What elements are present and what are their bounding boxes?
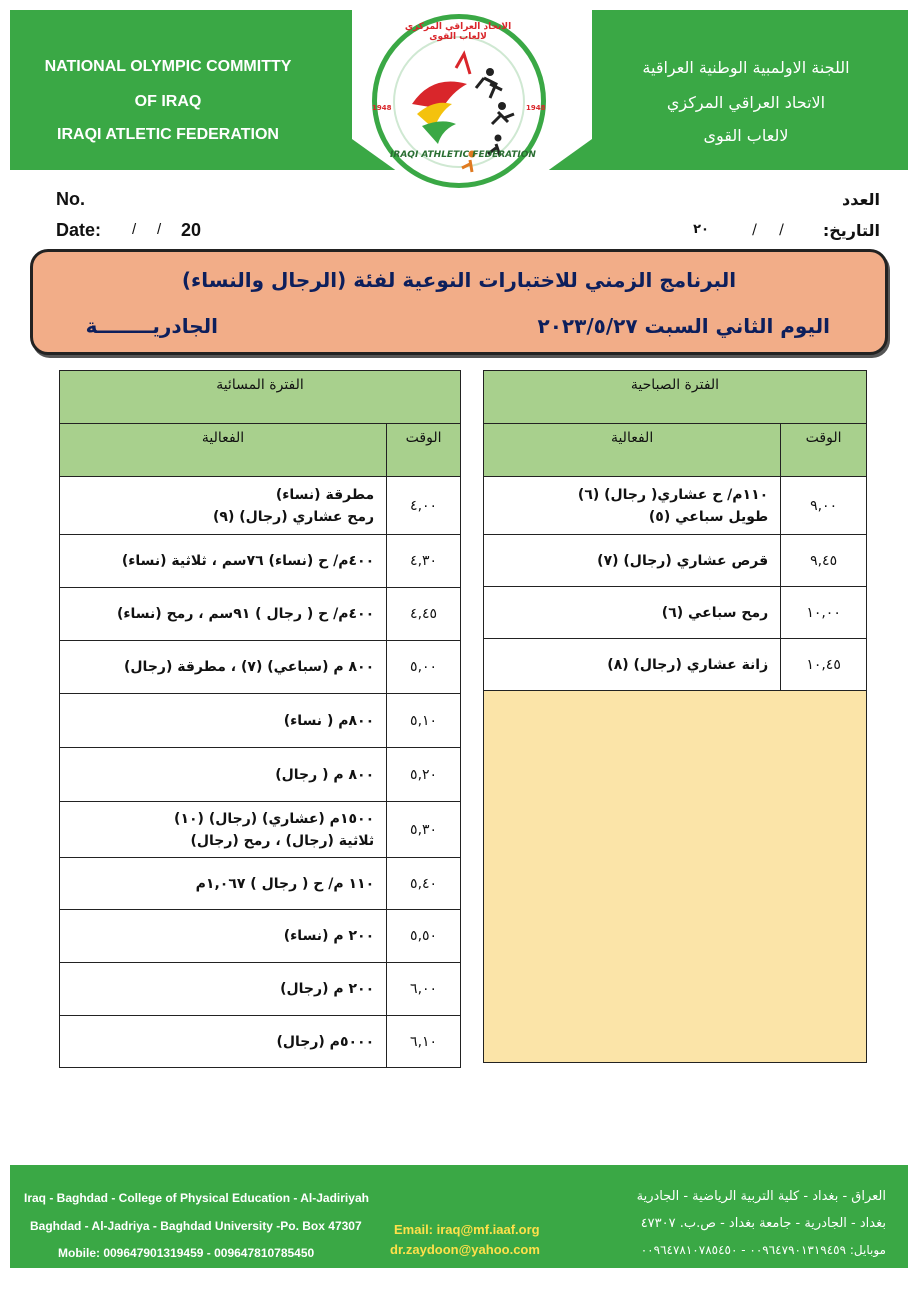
table-row (484, 587, 867, 639)
footer-ar-line3: موبايل: ٠٠٩٦٤٧٩٠١٣١٩٤٥٩ - ٠٠٩٦٤٧٨١٠٧٨٥٤٥٠ (640, 1243, 886, 1257)
activity-cell: ٤٠٠م/ ح ( رجال ) ٩١سم ، رمح (نساء) (60, 588, 387, 641)
time-cell: ٦,٠٠ (387, 963, 461, 1016)
morning-period-header: الفترة الصباحية (484, 371, 867, 424)
header-en-line3: IRAQI ATLETIC FEDERATION (57, 126, 279, 143)
header-ar-line2: الاتحاد العراقي المركزي (666, 93, 826, 112)
time-cell: ٦,١٠ (387, 1016, 461, 1068)
number-label: No. (56, 189, 85, 209)
activity-cell: ٥٠٠٠م (رجال) (60, 1016, 387, 1068)
date-slashes: / / (132, 221, 162, 238)
number-label-ar: العدد (842, 190, 880, 209)
time-cell: ٥,٠٠ (387, 641, 461, 694)
activity-text: مطرقة (نساء) (275, 486, 375, 503)
time-cell: ٥,٣٠ (387, 802, 461, 858)
activity-text: ١٥٠٠م (عشاري) (رجال) (١٠) (174, 810, 375, 827)
date-year-ar: ٢٠ (693, 222, 709, 237)
header-en-line1: NATIONAL OLYMPIC COMMITTY (44, 58, 292, 75)
logo-top-text: الاتحاد العراقي المركزي لالعاب القوى (404, 22, 512, 42)
footer-ar-line1: العراق - بغداد - كلية التربية الرياضية - الجادرية (636, 1189, 886, 1204)
time-cell: ٥,١٠ (387, 694, 461, 748)
evening-period-header: الفترة المسائية (60, 371, 461, 424)
table-row (60, 641, 461, 694)
table-row (60, 694, 461, 748)
empty-schedule-area (484, 691, 867, 1063)
time-cell: ٩,٠٠ (781, 477, 867, 535)
table-row (60, 802, 461, 858)
activity-text: رمح عشاري (رجال) (٩) (213, 508, 375, 525)
table-row (60, 858, 461, 910)
footer-en-line2: Baghdad - Al-Jadriya - Baghdad University -Po. Box 47307 (30, 1219, 362, 1233)
activity-cell: ٨٠٠ م ( رجال) (60, 748, 387, 802)
table-row (60, 477, 461, 535)
activity-cell: ٢٠٠ م (رجال) (60, 963, 387, 1016)
time-cell: ٥,٥٠ (387, 910, 461, 963)
morning-schedule-table (483, 370, 867, 1063)
time-cell: ١٠,٤٥ (781, 639, 867, 691)
logo-year-right: 1948 (526, 104, 546, 112)
footer-ar-line2: بغداد - الجادرية - جامعة بغداد - ص.ب. ٤٧٣٠٧ (640, 1216, 886, 1231)
morning-activity-header: الفعالية (484, 424, 781, 477)
table-row (484, 535, 867, 587)
table-row (60, 588, 461, 641)
time-cell: ١٠,٠٠ (781, 587, 867, 639)
table-row (60, 535, 461, 588)
date-label-ar: التاريخ: (822, 221, 880, 240)
logo-year-left: 1948 (372, 104, 392, 112)
activity-cell: ٤٠٠م/ ح (نساء) ٧٦سم ، ثلاثية (نساء) (60, 535, 387, 588)
activity-cell: رمح سباعي (٦) (484, 587, 781, 639)
date-year: 20 (181, 220, 202, 240)
table-row (60, 748, 461, 802)
date-label: Date: (56, 220, 102, 240)
title-place: الجادريــــــــة (85, 314, 218, 338)
footer-email2[interactable]: dr.zaydoon@yahoo.com (390, 1242, 540, 1257)
morning-time-header: الوقت (781, 424, 867, 477)
activity-cell: ٨٠٠ م (سباعي) (٧) ، مطرقة (رجال) (60, 641, 387, 694)
time-cell: ٥,٢٠ (387, 748, 461, 802)
activity-text: طويل سباعي (٥) (648, 508, 769, 525)
time-cell: ٤,٣٠ (387, 535, 461, 588)
evening-time-header: الوقت (387, 424, 461, 477)
logo-bottom-text: IRAQI ATHLETIC FEDERATION (390, 150, 536, 160)
header-ar-line1: اللجنة الاولمبية الوطنية العراقية (642, 58, 850, 77)
activity-cell: قرص عشاري (رجال) (٧) (484, 535, 781, 587)
table-row (60, 910, 461, 963)
table-row (484, 639, 867, 691)
header-en-line2: OF IRAQ (134, 93, 202, 110)
date-slashes-ar: / / (752, 222, 784, 238)
activity-cell: زانة عشاري (رجال) (٨) (484, 639, 781, 691)
footer-en-line1: Iraq - Baghdad - College of Physical Education - Al-Jadiriyah (24, 1191, 369, 1205)
activity-cell: ١١٠ م/ ح ( رجال ) ١,٠٦٧م (60, 858, 387, 910)
activity-cell: ٢٠٠ م (نساء) (60, 910, 387, 963)
table-row (484, 477, 867, 535)
evening-activity-header: الفعالية (60, 424, 387, 477)
table-row (60, 1016, 461, 1068)
header-ar-line3: لالعاب القوى (703, 126, 789, 145)
time-cell: ٥,٤٠ (387, 858, 461, 910)
title-line1: البرنامج الزمني للاختبارات النوعية لفئة (الرجال والنساء) (181, 268, 737, 292)
activity-text: ثلاثية (رجال) ، رمح (رجال) (190, 832, 375, 849)
title-box (30, 249, 888, 355)
time-cell: ٤,٠٠ (387, 477, 461, 535)
activity-cell: ٨٠٠م ( نساء) (60, 694, 387, 748)
footer-email1[interactable]: Email: iraq@mf.iaaf.org (394, 1222, 540, 1237)
time-cell: ٤,٤٥ (387, 588, 461, 641)
activity-cell (60, 802, 387, 858)
table-row (60, 963, 461, 1016)
time-cell: ٩,٤٥ (781, 535, 867, 587)
evening-schedule-table (59, 370, 461, 1068)
activity-text: ١١٠م/ ح عشاري( رجال) (٦) (577, 486, 769, 503)
activity-cell (484, 477, 781, 535)
title-day: اليوم الثاني السبت ٢٠٢٣/٥/٢٧ (537, 314, 830, 338)
footer-en-line3: Mobile: 009647901319459 - 009647810785450 (58, 1246, 315, 1260)
activity-cell (60, 477, 387, 535)
